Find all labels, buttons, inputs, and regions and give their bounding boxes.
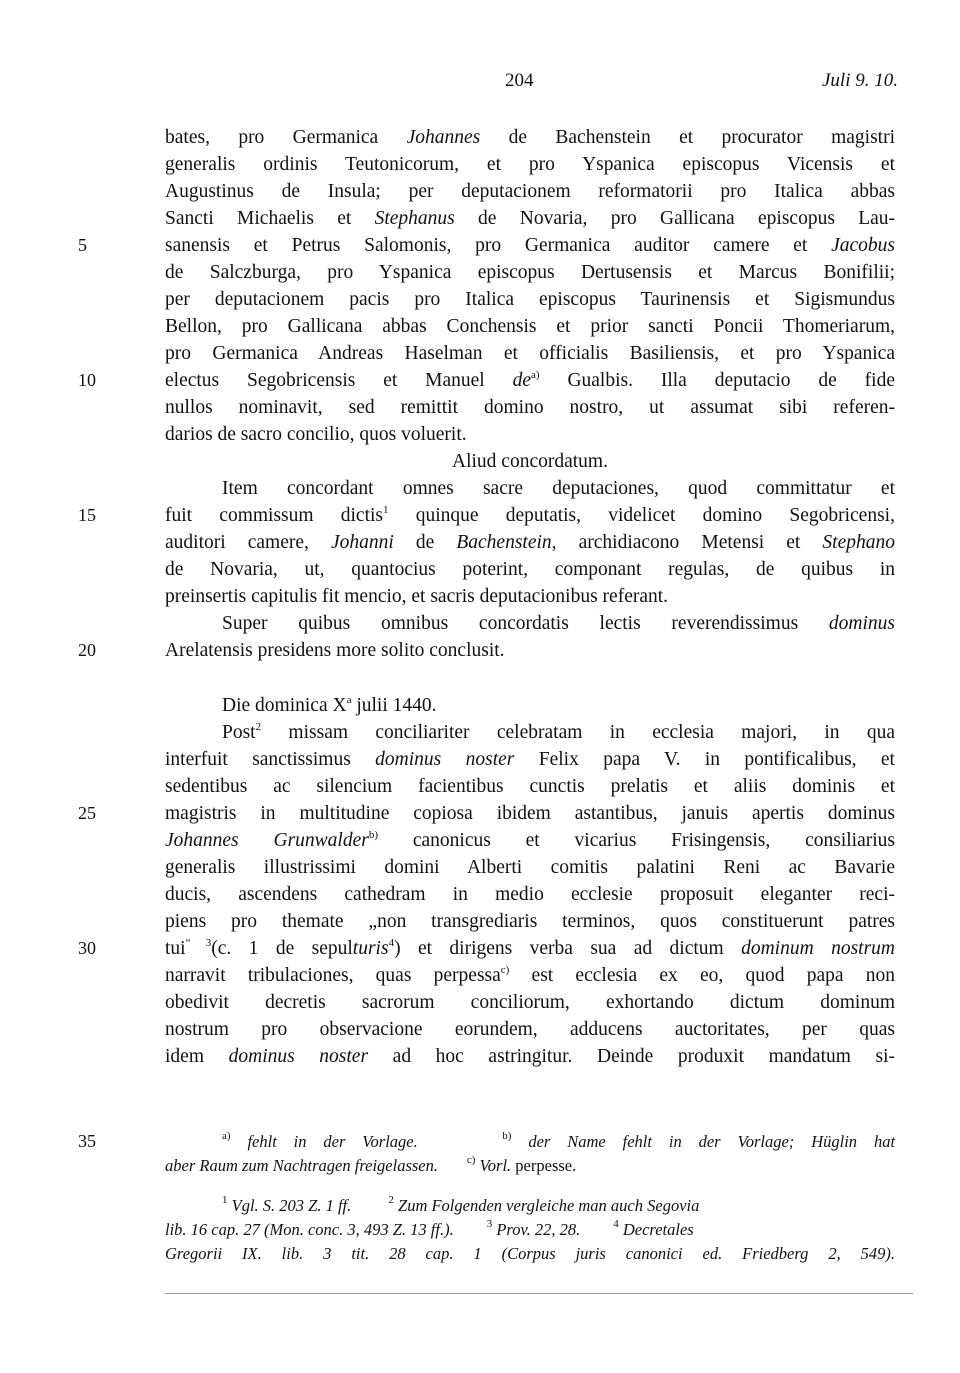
section-heading: Aliud concordatum.	[452, 451, 608, 472]
line-number: 15	[78, 505, 96, 525]
line-number: 10	[78, 370, 96, 390]
text-line: Arelatensis presidens more solito conclusit.	[165, 640, 505, 661]
text-line: piens pro themate „non transgrediaris terminos, quos constituerunt patres	[165, 911, 895, 932]
text-line: electus Segobricensis et Manuel $de^{a)}$ Gualbis. Illa deputacio de fide	[165, 369, 895, 391]
text-line: interfuit sanctissimus dominus noster Felix papa V. in pontificalibus, et	[165, 749, 895, 770]
text-line: pro Germanica Andreas Haselman et officialis Basiliensis, et pro Yspanica	[165, 343, 895, 364]
line-number: 5	[78, 235, 87, 255]
text-line: auditori camere, Johanni de Bachenstein, archidiacono Metensi et Stephano	[165, 532, 895, 553]
text-line: Johannes Grunwalder$^{b)}$ canonicus et vicarius Frisingensis, consiliarius	[165, 829, 895, 851]
text-line: nullos nominavit, sed remittit domino nostro, ut assumat sibi referen-	[165, 397, 895, 418]
text-line: Post$^2$ missam conciliariter celebratam in ecclesia majori, in qua	[222, 721, 895, 743]
text-line: generalis ordinis Teutonicorum, et pro Yspanica episcopus Vicensis et	[165, 154, 895, 175]
text-line: magistris in multitudine copiosa ibidem astantibus, januis apertis dominus	[165, 803, 895, 824]
text-line: sanensis et Petrus Salomonis, pro Germanica auditor camere et Jacobus	[165, 235, 895, 256]
footnote-line: $^{a)}$ fehlt in der Vorlage. $^{b)}$ der Name fehlt in der Vorlage; Hüglin hat	[222, 1130, 896, 1151]
reference-line: lib. 16 cap. 27 (Mon. conc. 3, 493 Z. 13 ff.). $^3$ Prov. 22, 28. $^4$ Decretales	[165, 1218, 694, 1239]
running-date: Juli 9. 10.	[822, 70, 898, 91]
reference-line: $^1$ Vgl. S. 203 Z. 1 ff. $^2$ Zum Folgenden vergleiche man auch Segovia	[222, 1194, 700, 1215]
line-number: 35	[78, 1131, 96, 1151]
page-header	[0, 70, 960, 100]
bottom-rule	[165, 1293, 913, 1294]
text-line: idem dominus noster ad hoc astringitur. Deinde produxit mandatum si-	[165, 1046, 896, 1067]
footnote-line: aber Raum zum Nachtragen freigelassen. $^{c)}$ Vorl. perpesse.	[165, 1154, 577, 1175]
text-line: fuit commissum dictis$^1$ quinque deputatis, videlicet domino Segobricensi,	[165, 504, 895, 526]
text-line: tui$^{“ 3}$(c. 1 de sepulturis$^4$) et dirigens verba sua ad dictum dominum nostrum	[165, 937, 896, 959]
text-line: de Novaria, ut, quantocius poterint, componant regulas, de quibus in	[165, 559, 895, 580]
text-line: darios de sacro concilio, quos voluerit.	[165, 424, 467, 445]
text-line: generalis illustrissimi domini Alberti comitis palatini Reni ac Bavarie	[165, 857, 895, 878]
line-number: 25	[78, 803, 96, 823]
date-heading: Die dominica $X^a$ julii 1440.	[222, 694, 437, 716]
page-number: 204	[505, 70, 534, 91]
reference-line: Gregorii IX. lib. 3 tit. 28 cap. 1 (Corpus juris canonici ed. Friedberg 2, 549).	[165, 1244, 895, 1263]
text-line: preinsertis capitulis fit mencio, et sacris deputacionibus referant.	[165, 586, 669, 607]
text-line: Bellon, pro Gallicana abbas Conchensis et prior sancti Poncii Thomeriarum,	[165, 316, 895, 337]
text-line: ducis, ascendens cathedram in medio ecclesie proposuit eleganter reci-	[165, 884, 895, 905]
text-line: obedivit decretis sacrorum conciliorum, exhortando dictum dominum	[165, 992, 895, 1013]
text-line: Super quibus omnibus concordatis lectis reverendissimus dominus	[222, 613, 895, 634]
line-number: 20	[78, 640, 96, 660]
line-number: 30	[78, 938, 96, 958]
text-line: bates, pro Germanica Johannes de Bachenstein et procurator magistri	[165, 127, 896, 148]
text-line: Item concordant omnes sacre deputaciones, quod committatur et	[222, 478, 895, 499]
text-line: sedentibus ac silencium facientibus cunctis prelatis et aliis dominis et	[165, 776, 895, 797]
text-line: Sancti Michaelis et Stephanus de Novaria, pro Gallicana episcopus Lau-	[165, 208, 896, 229]
text-line: nostrum pro observacione eorundem, adducens auctoritates, per quas	[165, 1019, 895, 1040]
text-line: per deputacionem pacis pro Italica episcopus Taurinensis et Sigismundus	[165, 289, 895, 310]
text-line: de Salczburga, pro Yspanica episcopus Dertusensis et Marcus Bonifilii;	[165, 262, 895, 283]
text-line: narravit tribulaciones, quas perpessa$^{c)}$ est ecclesia ex eo, quod papa non	[165, 964, 895, 986]
text-line: Augustinus de Insula; per deputacionem reformatorii pro Italica abbas	[165, 181, 895, 202]
